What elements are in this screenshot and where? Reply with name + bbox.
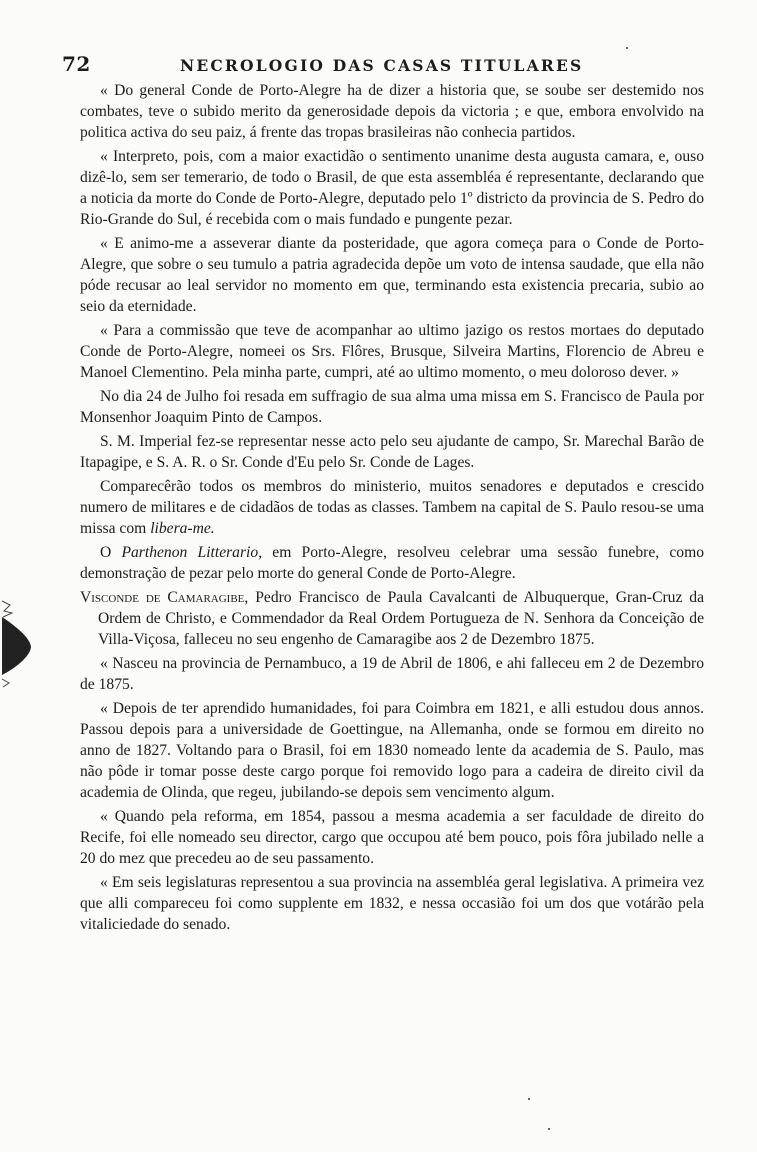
running-title: NECROLOGIO DAS CASAS TITULARES [180, 56, 584, 75]
paragraph-6: S. M. Imperial fez-se representar nesse acto pelo seu ajudante de campo, Sr. Marechal Barão de Itapagipe, e S. A. R. o Sr. Conde d'Eu pelo Sr. Conde de Lages. [80, 433, 704, 471]
paragraph-1: « Do general Conde de Porto-Alegre ha de dizer a historia que, se soube ser destemido nos combates, teve o subido merito da generosidade depois da victoria ; e que, embora envolvido na politica activa do seu paiz, á frente das tropas brasileiras não conhecia partidos. [80, 82, 704, 141]
ink-speck [528, 1098, 530, 1100]
paragraph-4: « Para a commissão que teve de acompanhar ao ultimo jazigo os restos mortaes do deputado Conde de Porto-Alegre, nomeei os Srs. Flôres, Brusque, Silveira Martins, Florencio de Abreu e Manoel Clementino. Pela minha parte, cumpri, até ao ultimo momento, o meu doloroso dever. » [80, 322, 704, 381]
margin-stain-mark [0, 595, 34, 695]
paragraph-8 [80, 542, 704, 584]
ink-speck [626, 47, 628, 49]
ink-speck [548, 1128, 550, 1130]
paragraph-7-text: Comparecêrão todos os membros do ministerio, muitos senadores e deputados e crescido numero de militares e de cidadãos de todas as classes. Tambem na capital de S. Paulo resou-se uma missa com [80, 478, 704, 537]
body-text [80, 80, 704, 938]
paragraph-11: « Depois de ter aprendido humanidades, foi para Coimbra em 1821, e alli estudou dous annos. Passou depois para a universidade de Goettingue, na Allemanha, onde se formou em direito no anno de 1827. Voltando para o Brasil, foi em 1830 nomeado lente da academia de S. Paulo, mas não pôde ir tomar posse deste cargo porque foi removido logo para a cadeira de direito civil da academia de Olinda, que regeu, jubilando-se depois sem vencimento algum. [80, 700, 704, 801]
paragraph-2: « Interpreto, pois, com a maior exactidão o sentimento unanime desta augusta camara, e, ouso dizê-lo, sem ser temerario, de todo o Brasil, de que esta assembléa é representante, declarando que a noticia da morte do Conde de Porto-Alegre, deputado pelo 1º districto da provincia de S. Pedro do Rio-Grande do Sul, é recebida com o mais fundado e pungente pezar. [80, 148, 704, 228]
page-number: 72 [62, 52, 91, 76]
paragraph-8-text: em Porto-Alegre, resolveu celebrar uma sessão funebre, como demonstração de pezar pelo morte do general Conde de Porto-Alegre. [80, 544, 704, 582]
parthenon-title: Parthenon Litterario, [121, 544, 263, 561]
entry-head: Visconde de Camaragibe, [80, 589, 249, 606]
paragraph-8-lead: O [100, 544, 112, 561]
paragraph-7 [80, 476, 704, 539]
paragraph-5: No dia 24 de Julho foi resada em suffragio de sua alma uma missa em S. Francisco de Paula por Monsenhor Joaquim Pinto de Campos. [80, 388, 704, 426]
paragraph-12: « Quando pela reforma, em 1854, passou a mesma academia a ser faculdade de direito do Recife, foi elle nomeado seu director, cargo que occupou até bem pouco, pois fôra jubilado nelle a 20 do mez que precedeu ao de seu passamento. [80, 808, 704, 867]
page-header [62, 52, 702, 80]
paragraph-3: « E animo-me a asseverar diante da posteridade, que agora começa para o Conde de Porto-Alegre, que sobre o seu tumulo a patria agradecida depõe um voto de intensa saudade, que ella não póde recusar ao leal servidor no momento em que, terminando esta existencia precaria, subio ao seio da eternidade. [80, 235, 704, 315]
entry-text: Pedro Francisco de Paula Cavalcanti de Albuquerque, Gran-Cruz da Ordem de Christo, e Commendador da Real Ordem Portugueza de N. Senhora da Conceição de Villa-Viçosa, falleceu no seu engenho de Camaragibe aos 2 de Dezembro 1875. [98, 589, 704, 648]
paragraph-10: « Nasceu na provincia de Pernambuco, a 19 de Abril de 1806, e ahi falleceu em 2 de Dezembro de 1875. [80, 655, 704, 693]
entry-visconde-camaragibe [80, 587, 704, 650]
libera-me-text: libera-me. [150, 520, 215, 537]
paragraph-13: « Em seis legislaturas representou a sua provincia na assembléa geral legislativa. A primeira vez que alli compareceu foi como supplente em 1832, e nessa occasião foi um dos que votárão pela vitaliciedade do senado. [80, 874, 704, 933]
